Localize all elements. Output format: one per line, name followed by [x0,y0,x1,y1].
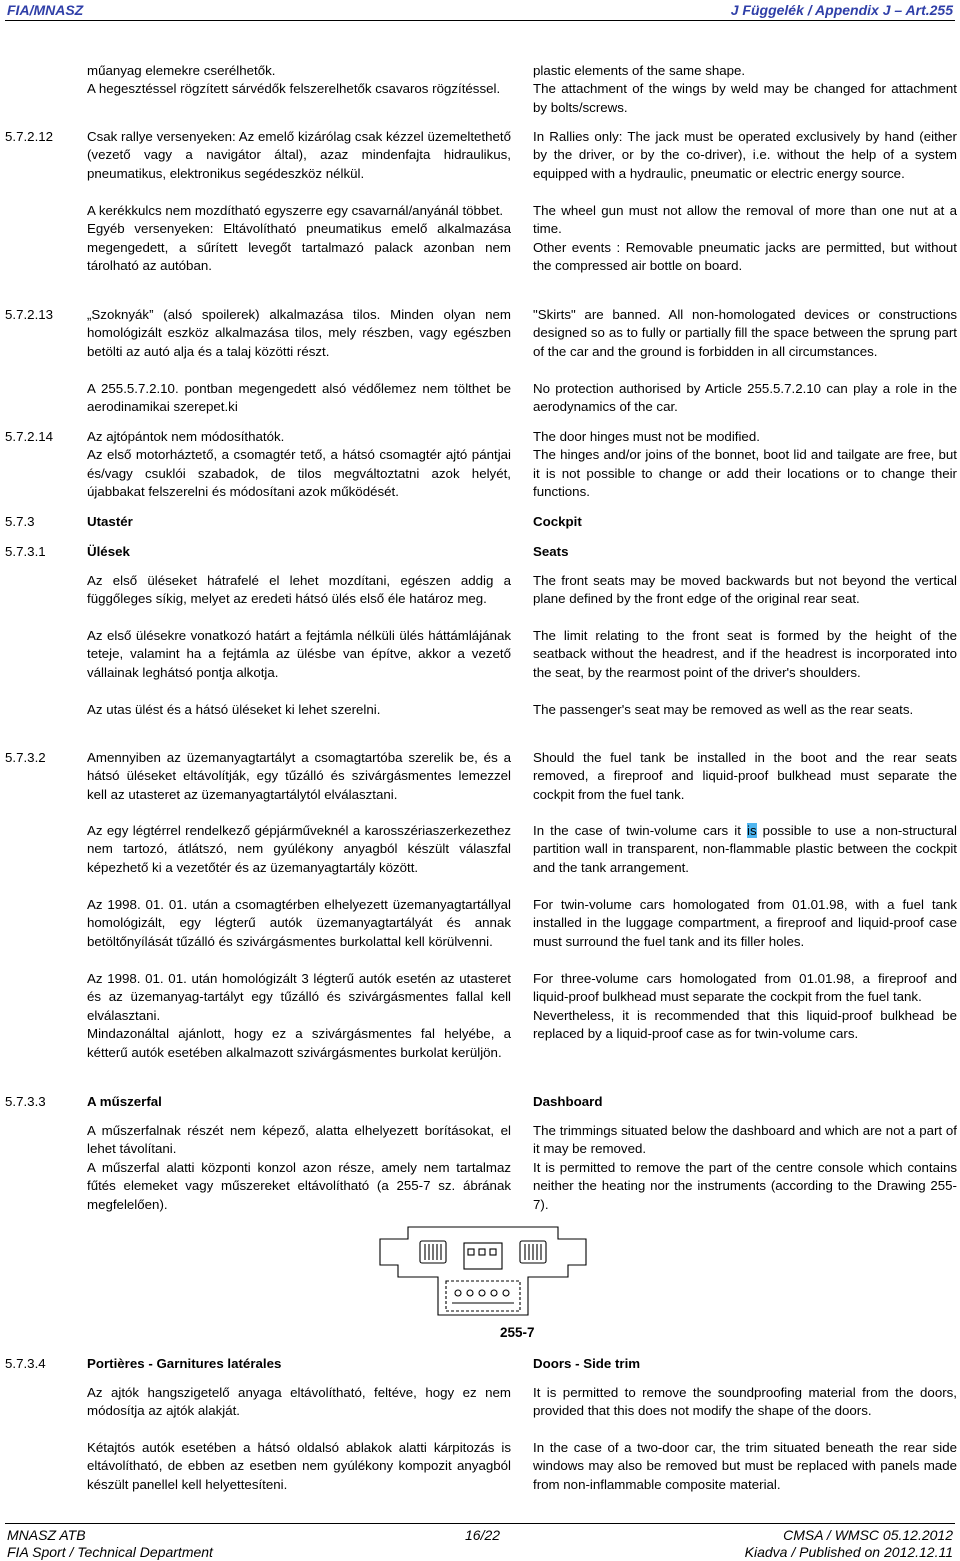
paragraph-hu: Az ajtópántok nem módosíthatók. Az első motorháztető, a csomagtér tető, a hátsó csomagtér ajtó pántjai és/vagy csuklói szabadok, de tilos megváltoztatni azok helyét, újabbakat felszerelni és módosítani azok működését. [87,429,511,500]
paragraph-hu: Az utas ülést és a hátsó üléseket ki lehet szerelni. [87,702,381,717]
paragraph-hu: Az első üléseket hátrafelé el lehet mozdítani, egészen addig a függőleges síkig, melyet az eredeti hátsó ülés első éle határoz meg. [87,573,511,607]
section-heading-hu: Ülések [87,544,130,559]
paragraph-hu: „Szoknyák” (alsó spoilerek) alkalmazása tilos. Minden olyan nem homológizált eszköz alkalmazása tilos, mely részben, vagy egészben betölti az autó alja és a talaj közötti részt. [87,307,511,359]
section-number: 5.7.3.1 [5,544,46,559]
paragraph-hu: műanyag elemekre cserélhetők. A hegesztéssel rögzített sárvédők felszerelhetők csavaros rögzítéssel. [87,63,501,97]
paragraph-en: In the case of twin-volume cars it is possible to use a non-structural partition wall in transparent, non-flammable plastic between the cockpit and the tank arrangement. [533,823,957,875]
paragraph-hu: Az 1998. 01. 01. után a csomagtérben elhelyezett üzemanyagtartállyal homológizált, egy légterű autók üzemanyagtartályát és annak betöltőnyílását tűzálló és szivárgásmentes burkolattal kell körülvenni. [87,897,511,949]
section-number: 5.7.3.2 [5,750,46,765]
section-heading-hu: Utastér [87,514,133,529]
section-heading-en: Seats [533,544,569,559]
section-number: 5.7.3 [5,514,35,529]
paragraph-en: The trimmings situated below the dashboard and which are not a part of it may be removed. It is permitted to remove the part of the centre console which contains neither the heating nor the instruments (according to the Drawing 255-7). [533,1123,957,1212]
paragraph-en: In Rallies only: The jack must be operated exclusively by hand (either by the driver, or by the co-driver), i.e. without the help of a system equipped with a hydraulic, pneumatic or electric energy source. [533,129,957,181]
header-left: FIA/MNASZ [7,2,84,18]
paragraph-en: No protection authorised by Article 255.5.7.2.10 can play a role in the aerodynamics of the car. [533,381,957,415]
section-heading-en: Cockpit [533,514,582,529]
paragraph-en: For three-volume cars homologated from 01.01.98, a fireproof and liquid-proof bulkhead must separate the cockpit from the fuel tank. Nevertheless, it is recommended that this liquid-proof bulkhead be replaced by a liquid-proof case as for twin-volume cars. [533,971,957,1042]
highlighted-text: is [747,823,757,838]
paragraph-hu: Csak rallye versenyeken: Az emelő kizárólag csak kézzel üzemeltethető (vezető vagy a navigátor által), azaz mindenfajta hidraulikus, pneumatikus, elektronikus segédeszköz nélkül. [87,129,511,181]
section-number: 5.7.3.4 [5,1356,46,1371]
section-number: 5.7.3.3 [5,1094,46,1109]
section-heading-en: Doors - Side trim [533,1356,641,1371]
footer-left-1: MNASZ ATB [7,1527,86,1543]
paragraph-hu: A 255.5.7.2.10. pontban megengedett alsó védőlemez nem tölthet be aerodinamikai szerepet.ki [87,381,511,415]
page-footer [5,1523,955,1560]
paragraph-hu: Az 1998. 01. 01. után homológizált 3 légterű autók esetén az utasteret és az üzemanyag-tartályt egy tűzálló és szivárgásmentes fallal kell elválasztani. Mindazonáltal ajánlott, hogy ez a szivárgásmentes fal helyébe, a kétterű autók esetében alkalmazott szivárgásmentes burkolat kerüljön. [87,971,511,1060]
paragraph-en: "Skirts" are banned. All non-homologated devices or constructions designed so as to fully or partially fill the space between the sprung part of the car and the ground is forbidden in all circumstances. [533,307,957,359]
paragraph-en: The door hinges must not be modified. The hinges and/or joins of the bonnet, boot lid and tailgate are free, but it is not possible to change or add their locations or to change their functions. [533,429,957,500]
paragraph-en: plastic elements of the same shape. The attachment of the wings by weld may be changed for attachment by bolts/screws. [533,63,957,115]
section-heading-hu: Portières - Garnitures latérales [87,1356,282,1371]
paragraph-en: The limit relating to the front seat is formed by the height of the seatback without the headrest, and if the headrest is incorporated into the seat, by the rearmost point of the driver's shoulders. [533,628,957,680]
console-drawing [378,1225,588,1335]
footer-left-2: FIA Sport / Technical Department [7,1544,213,1560]
paragraph-en: The passenger's seat may be removed as well as the rear seats. [533,702,914,717]
page-header [5,0,955,21]
paragraph-hu: Az első ülésekre vonatkozó határt a fejtámla nélküli ülés háttámlájának teteje, valamint ha a fejtámla az ülésbe van építve, akkor a vezető vállainak leghátsó pontja alkotja. [87,628,511,680]
footer-right-2: Kiadva / Published on 2012.12.11 [744,1544,953,1560]
paragraph-en: It is permitted to remove the soundproofing material from the doors, provided that this does not modify the shape of the doors. [533,1385,957,1419]
section-number: 5.7.2.12 [5,129,54,144]
section-number: 5.7.2.14 [5,429,54,444]
paragraph-hu: Kétajtós autók esetében a hátsó oldalsó ablakok alatti kárpitozás is eltávolítható, de ebben az esetben nem gyúlékony kompozit anyagból készült panellel kell helyettesíteni. [87,1440,511,1492]
paragraph-hu: Az ajtók hangszigetelő anyaga eltávolítható, feltéve, hogy ez nem módosítja az ajtók alakját. [87,1385,511,1419]
paragraph-hu: A műszerfalnak részét nem képező, alatta elhelyezett borításokat, el lehet távolítani. A műszerfal alatti központi konzol azon része, amely nem tartalmaz fűtés elemeket vagy műszereket eltávolítható (a 255-7 sz. ábrának megfelelően). [87,1123,511,1212]
page-number: 16/22 [465,1527,501,1543]
paragraph-en: The front seats may be moved backwards but not beyond the vertical plane defined by the front edge of the original rear seat. [533,573,957,607]
section-heading-hu: A műszerfal [87,1094,162,1109]
footer-right-1: CMSA / WMSC 05.12.2012 [783,1527,953,1543]
paragraph-en: For twin-volume cars homologated from 01.01.98, with a fuel tank installed in the luggage compartment, a fireproof and liquid-proof case must surround the fuel tank and its filler holes. [533,897,957,949]
paragraph-en: In the case of a two-door car, the trim situated beneath the rear side windows may also be removed but must be replaced with panels made from non-inflammable composite material. [533,1440,957,1492]
header-right: J Függelék / Appendix J – Art.255 [730,2,953,18]
paragraph-hu: Amennyiben az üzemanyagtartályt a csomagtartóba szerelik be, és a hátsó üléseket eltávolítják, egy tűzálló és szivárgásmentes lemezzel kell az utasteret az üzemanyagtartálytól elválasztani. [87,750,511,802]
paragraph-hu: Az egy légtérrel rendelkező gépjárműveknél a karosszériaszerkezethez nem tartozó, átlátszó, nem gyúlékony anyagból készült válaszfal képezhető ki a vezetőtér és az üzemanyagtartály között. [87,823,511,875]
section-heading-en: Dashboard [533,1094,603,1109]
section-number: 5.7.2.13 [5,307,54,322]
figure-caption: 255-7 [500,1325,535,1340]
paragraph-en: Should the fuel tank be installed in the boot and the rear seats removed, a fireproof and liquid-proof bulkhead must separate the cockpit from the fuel tank. [533,750,957,802]
paragraph-en: The wheel gun must not allow the removal of more than one nut at a time. Other events : Removable pneumatic jacks are permitted, but without the compressed air bottle on board. [533,203,957,274]
paragraph-hu: A kerékkulcs nem mozdítható egyszerre egy csavarnál/anyánál többet. Egyéb versenyeken: Eltávolítható pneumatikus emelő alkalmazása megengedett, a sűrített levegőt tartalmazó palack azonban nem tárolható az autóban. [87,203,511,274]
